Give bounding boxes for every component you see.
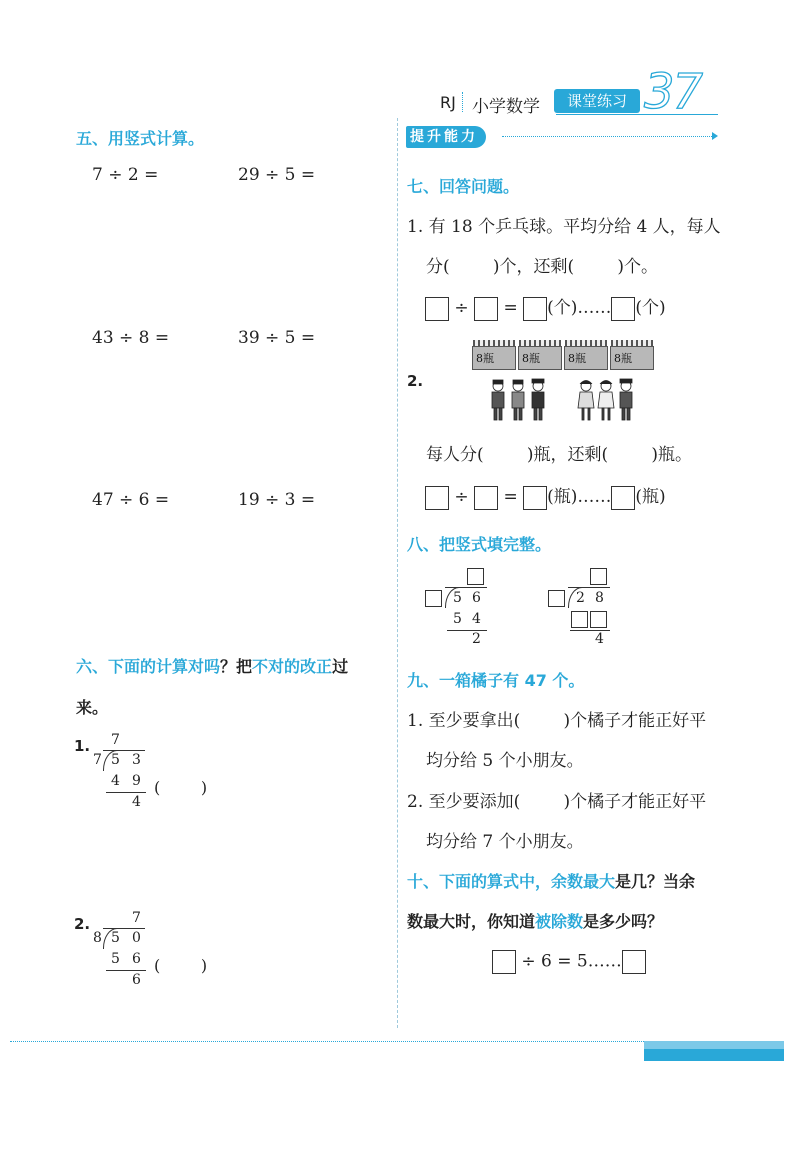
question-9-2-line1: 2. 至少要添加( )个橘子才能正好平 — [407, 792, 707, 812]
division-problem: 19 ÷ 3 = — [238, 490, 316, 510]
subtraction-line — [570, 630, 610, 631]
question-7-2-number: 2. — [407, 372, 424, 390]
answer-box[interactable] — [425, 297, 449, 321]
divisor: 8 — [93, 930, 102, 946]
subtraction-line — [447, 630, 487, 631]
division-bar — [568, 587, 610, 588]
question-7-1-line2: 分( )个，还剩( )个。 — [426, 257, 658, 277]
answer-box[interactable] — [523, 486, 547, 510]
answer-box[interactable] — [590, 568, 607, 585]
title-highlight: 余数最大 — [551, 872, 616, 891]
header-divider — [462, 92, 463, 112]
product-digit: 6 — [132, 951, 141, 967]
product-digit: 4 — [472, 611, 481, 627]
quotient: 7 — [111, 732, 120, 748]
dividend-digit: 8 — [595, 590, 604, 606]
crate-label: 8瓶 — [522, 352, 540, 365]
child-icon — [492, 380, 504, 420]
equals-sign: = — [503, 487, 518, 507]
answer-box[interactable] — [474, 486, 498, 510]
unit-label: (瓶) — [635, 487, 666, 507]
remainder: 6 — [132, 972, 141, 988]
division-problem: 29 ÷ 5 = — [238, 165, 316, 185]
section-5-title: 五、用竖式计算。 — [76, 129, 205, 148]
title-part: 六、下面的 — [76, 657, 157, 676]
division-problem: 47 ÷ 6 = — [92, 490, 170, 510]
division-problem: 43 ÷ 8 = — [92, 328, 170, 348]
question-9-1-line2: 均分给 5 个小朋友。 — [426, 751, 584, 771]
unit-label: (个) — [635, 298, 666, 318]
answer-box[interactable] — [425, 590, 442, 607]
header-badge: 课堂练习 — [554, 89, 640, 113]
divide-sign: ÷ — [454, 298, 469, 318]
divisor: 7 — [93, 752, 102, 768]
dividend-digit: 0 — [132, 930, 141, 946]
equation-10 — [492, 950, 646, 974]
footer-dotted-line — [10, 1041, 644, 1042]
fill-division-a — [423, 566, 493, 650]
title-part: 是多少吗？ — [583, 912, 664, 931]
answer-paren: ( ) — [154, 956, 208, 975]
dividend-digit: 5 — [111, 930, 120, 946]
product-digit: 5 — [111, 951, 120, 967]
answer-box[interactable] — [611, 486, 635, 510]
equation-text: ÷ 6 = 5…… — [521, 951, 622, 972]
product-digit: 9 — [132, 773, 141, 789]
page-number: 37 — [644, 64, 702, 120]
child-icon — [598, 381, 614, 421]
quotient: 7 — [132, 910, 141, 926]
answer-box[interactable] — [523, 297, 547, 321]
remainder: 4 — [132, 794, 141, 810]
answer-box[interactable] — [611, 297, 635, 321]
crate-icon — [472, 346, 516, 370]
crate-label: 8瓶 — [568, 352, 586, 365]
question-7-2-line: 每人分( )瓶，还剩( )瓶。 — [426, 445, 692, 465]
question-9-1-line1: 1. 至少要拿出( )个橘子才能正好平 — [407, 711, 707, 731]
answer-box[interactable] — [590, 611, 607, 628]
dividend-digit: 5 — [453, 590, 462, 606]
subtraction-line — [106, 970, 146, 971]
fill-division-b — [546, 566, 616, 650]
crate-icon — [518, 346, 562, 370]
title-part: 数最大时，你知道 — [407, 912, 536, 931]
division-problem: 39 ÷ 5 = — [238, 328, 316, 348]
long-division-item-1 — [70, 730, 240, 820]
subtraction-line — [106, 792, 146, 793]
item-number: 2. — [74, 915, 91, 933]
answer-box[interactable] — [425, 486, 449, 510]
section-9-title: 九、一箱橘子有 47 个。 — [407, 671, 585, 690]
crate-label: 8瓶 — [476, 352, 494, 365]
dividend-digit: 3 — [132, 752, 141, 768]
division-problem: 7 ÷ 2 = — [92, 165, 159, 185]
child-icon — [620, 379, 632, 420]
title-part: 是几？当余 — [615, 872, 696, 891]
dividend-digit: 5 — [111, 752, 120, 768]
product-digit: 4 — [111, 773, 120, 789]
title-part: ？把 — [220, 657, 253, 676]
item-number: 1. — [74, 737, 91, 755]
title-part: 过 — [332, 657, 349, 676]
column-divider — [397, 118, 398, 1028]
title-highlight: 计算对吗 — [156, 657, 221, 676]
dividend-answer-box[interactable] — [492, 950, 516, 974]
answer-box[interactable] — [571, 611, 588, 628]
answer-box[interactable] — [467, 568, 484, 585]
children-illustration — [488, 378, 640, 422]
question-7-1-line1: 1. 有 18 个乒乓球。平均分给 4 人，每人 — [407, 217, 721, 237]
header-rule — [556, 114, 718, 115]
remainder: 4 — [595, 631, 604, 647]
product-digit: 5 — [453, 611, 462, 627]
division-bar — [103, 750, 145, 751]
crate-icon — [564, 346, 608, 370]
equation-7-2 — [425, 482, 666, 510]
answer-box[interactable] — [548, 590, 565, 607]
unit-label: (瓶)…… — [547, 487, 612, 507]
dividend-digit: 6 — [472, 590, 481, 606]
footer-bar — [644, 1041, 784, 1061]
remainder: 2 — [472, 631, 481, 647]
header-subject: 小学数学 — [472, 97, 540, 117]
equation-7-1 — [425, 293, 666, 321]
section-6-title-line2: 来。 — [76, 698, 109, 717]
section-8-title: 八、把竖式填完整。 — [407, 535, 552, 554]
dividend-digit: 2 — [576, 590, 585, 606]
banner-label: 提升能力 — [406, 126, 486, 148]
banner-dotted-line — [502, 136, 712, 137]
section-10-title-line2 — [407, 909, 663, 932]
child-icon — [532, 379, 544, 420]
equals-sign: = — [503, 298, 518, 318]
remainder-answer-box[interactable] — [622, 950, 646, 974]
title-part: 十、下面的算式中， — [407, 872, 552, 891]
section-6-title — [76, 654, 348, 677]
section-10-title — [407, 869, 695, 892]
answer-box[interactable] — [474, 297, 498, 321]
crate-icon — [610, 346, 654, 370]
long-division-item-2 — [70, 908, 240, 998]
ability-banner — [406, 126, 718, 148]
unit-label: (个)…… — [547, 298, 612, 318]
arrow-icon — [712, 132, 718, 140]
child-icon — [578, 381, 594, 421]
section-7-title: 七、回答问题。 — [407, 177, 520, 196]
title-highlight: 被除数 — [535, 912, 584, 931]
bottle-crates-illustration — [472, 338, 662, 370]
question-9-2-line2: 均分给 7 个小朋友。 — [426, 832, 584, 852]
child-icon — [512, 380, 524, 420]
answer-paren: ( ) — [154, 778, 208, 797]
divide-sign: ÷ — [454, 487, 469, 507]
title-highlight: 不对的改正 — [252, 657, 333, 676]
header-edition: RJ — [440, 93, 456, 112]
division-bar — [445, 587, 487, 588]
division-bar — [103, 928, 145, 929]
crate-label: 8瓶 — [614, 352, 632, 365]
